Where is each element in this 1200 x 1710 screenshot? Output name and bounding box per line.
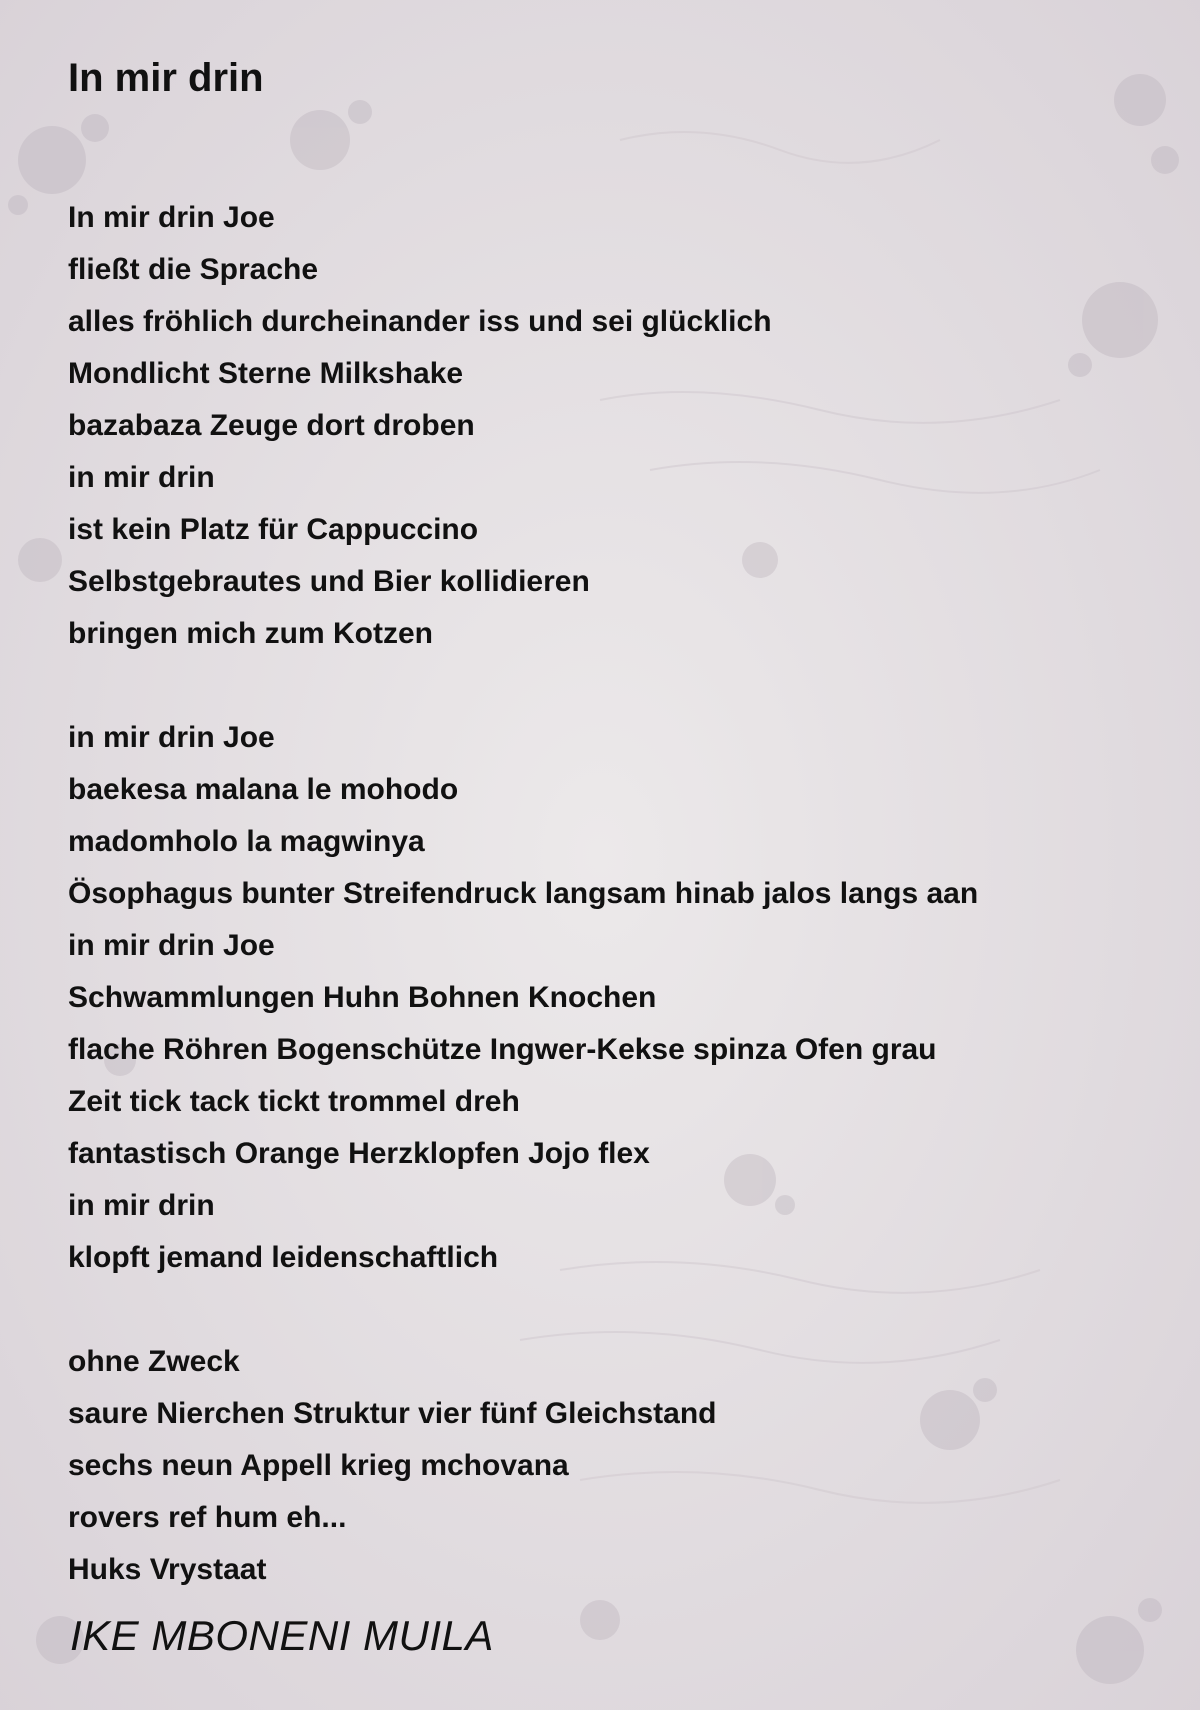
poem-line: baekesa malana le mohodo: [68, 773, 459, 806]
poem-line: bazabaza Zeuge dort droben: [68, 409, 475, 442]
stanza-divider: [68, 660, 1148, 712]
stanza-1: [68, 192, 1148, 660]
poem-line: rovers ref hum eh...: [68, 1501, 347, 1534]
poem-line: Mondlicht Sterne Milkshake: [68, 357, 464, 390]
poem-line: in mir drin Joe: [68, 929, 275, 962]
poem-line: klopft jemand leidenschaftlich: [68, 1241, 499, 1274]
poem-line: ist kein Platz für Cappuccino: [68, 513, 479, 546]
poem-line: madomholo la magwinya: [68, 825, 425, 858]
poem-container: [68, 48, 1148, 1596]
poem-line: flache Röhren Bogenschütze Ingwer-Kekse spinza Ofen grau: [68, 1033, 937, 1066]
stanza-3: [68, 1336, 1148, 1596]
poem-title: In mir drin: [68, 56, 264, 100]
poem-line: Zeit tick tack tickt trommel dreh: [68, 1085, 520, 1118]
poem-line: Ösophagus bunter Streifendruck langsam hinab jalos langs aan: [68, 877, 979, 910]
poem-line: saure Nierchen Struktur vier fünf Gleichstand: [68, 1397, 717, 1430]
poem-line: Selbstgebrautes und Bier kollidieren: [68, 565, 590, 598]
poem-line: fantastisch Orange Herzklopfen Jojo flex: [68, 1137, 650, 1170]
stanza-2: [68, 712, 1148, 1284]
poem-line: sechs neun Appell krieg mchovana: [68, 1449, 569, 1482]
stanza-divider: [68, 1284, 1148, 1336]
poem-line: fließt die Sprache: [68, 253, 319, 286]
poem-line: in mir drin Joe: [68, 721, 275, 754]
poem-line: In mir drin Joe: [68, 201, 275, 234]
poem-body: [68, 192, 1148, 1596]
poem-line: ohne Zweck: [68, 1345, 240, 1378]
poem-line: Schwammlungen Huhn Bohnen Knochen: [68, 981, 657, 1014]
poem-line: Huks Vrystaat: [68, 1553, 267, 1586]
poem-line: alles fröhlich durcheinander iss und sei glücklich: [68, 305, 772, 338]
poem-line: in mir drin: [68, 1189, 215, 1222]
poem-line: in mir drin: [68, 461, 215, 494]
poem-line: bringen mich zum Kotzen: [68, 617, 434, 650]
poem-author: IKE MBONENI MUILA: [70, 1612, 494, 1659]
